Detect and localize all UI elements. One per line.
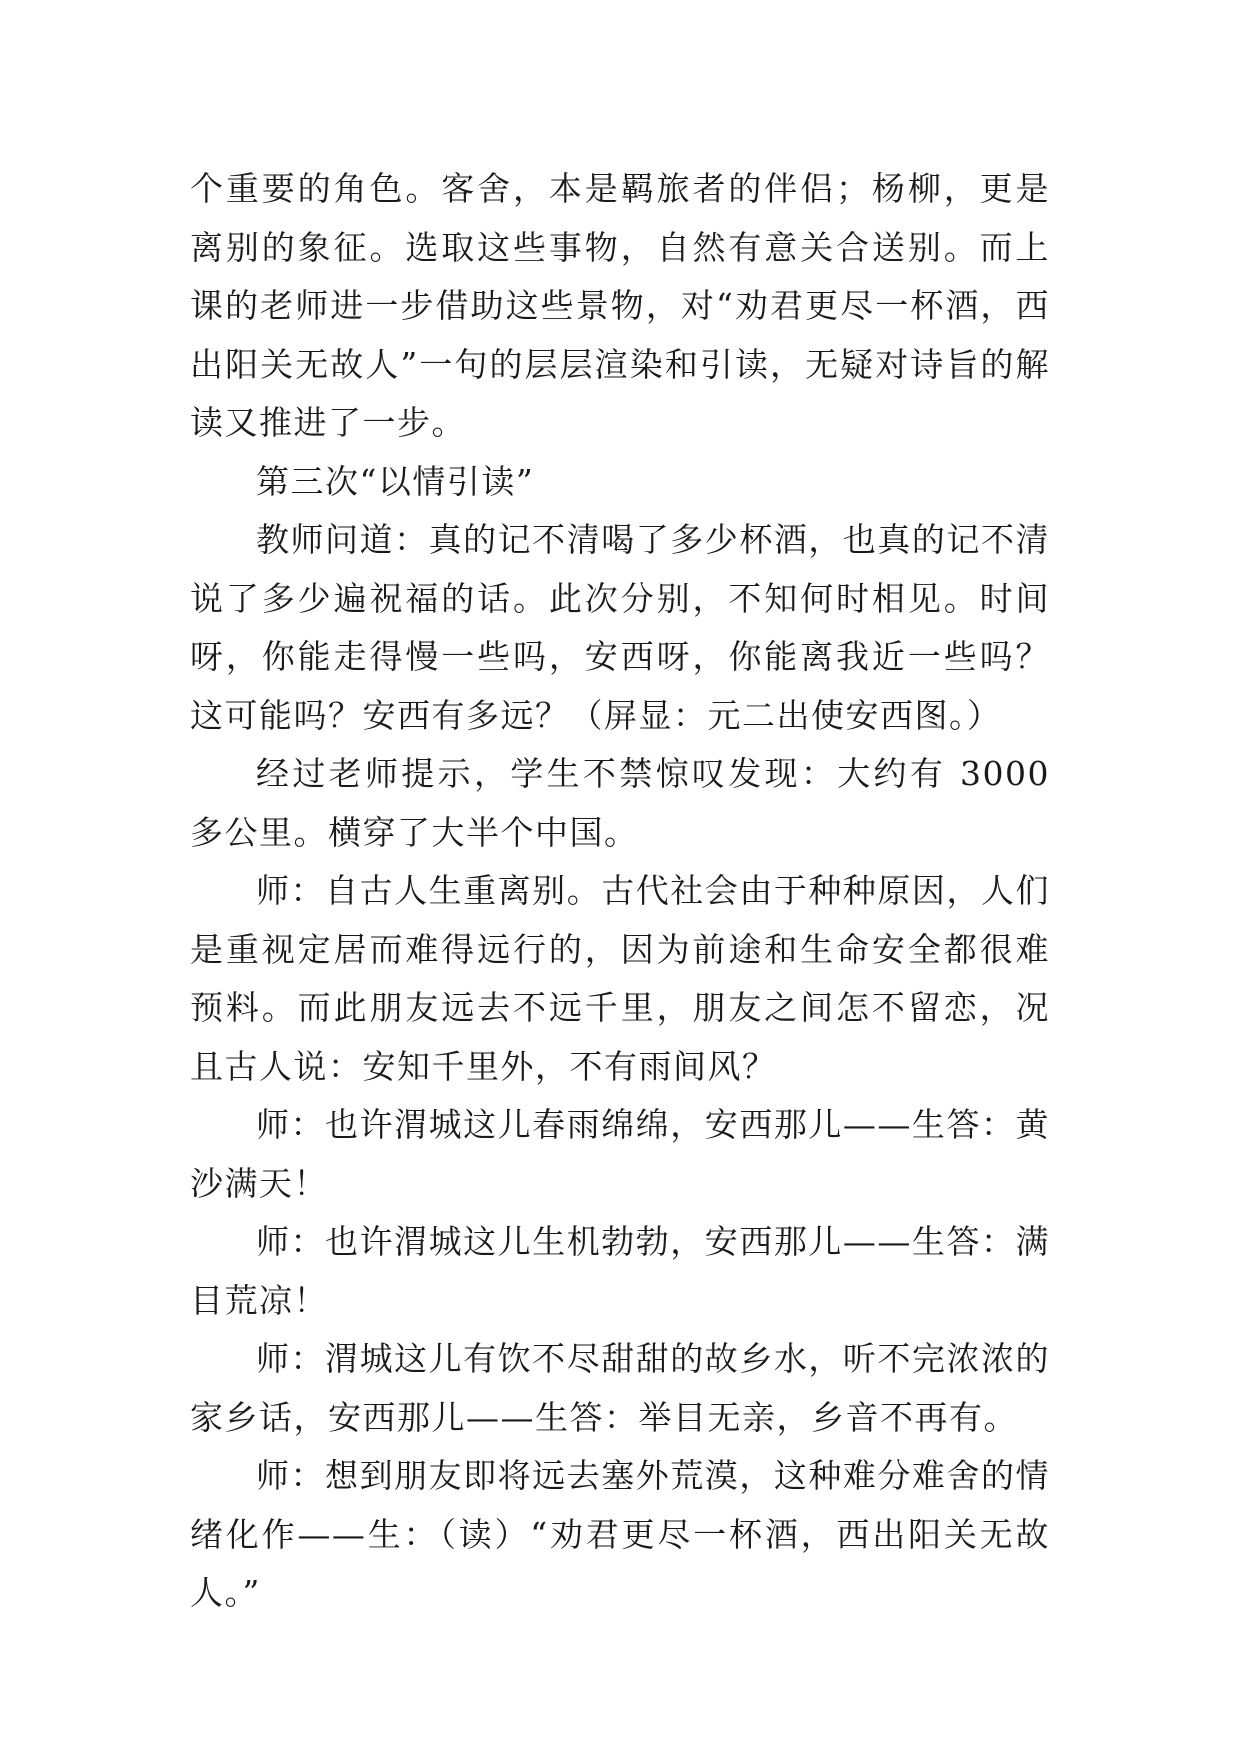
paragraph-teacher-question: 教师问道：真的记不清喝了多少杯酒，也真的记不清说了多少遍祝福的话。此次分别，不知何时相见。时间呀，你能走得慢一些吗，安西呀，你能离我近一些吗？这可能吗？安西有多远？（屏显：元二出使安西图。）	[190, 520, 1050, 735]
paragraph-dialogue-1: 师：也许渭城这儿春雨绵绵，安西那儿——生答：黄沙满天！	[190, 1105, 1050, 1203]
paragraph-teacher-remark: 师：自古人生重离别。古代社会由于种种原因，人们是重视定居而难得远行的，因为前途和生命安全都很难预料。而此朋友远去不远千里，朋友之间怎不留恋，况且古人说：安知千里外，不有雨间风？	[190, 871, 1050, 1086]
section-heading: 第三次“以情引读”	[256, 461, 535, 501]
paragraph-dialogue-4: 师：想到朋友即将远去塞外荒漠，这种难分难舍的情绪化作——生：（读）“劝君更尽一杯酒，西出阳关无故人。”	[190, 1456, 1050, 1612]
paragraph-dialogue-2: 师：也许渭城这儿生机勃勃，安西那儿——生答：满目荒凉！	[190, 1222, 1050, 1320]
document-body	[190, 160, 1050, 1623]
paragraph-student-discovery: 经过老师提示，学生不禁惊叹发现：大约有 3000 多公里。横穿了大半个中国。	[190, 754, 1050, 852]
paragraph-dialogue-3: 师：渭城这儿有饮不尽甜甜的故乡水，听不完浓浓的家乡话，安西那儿——生答：举目无亲，乡音不再有。	[190, 1339, 1050, 1437]
paragraph-continuation: 个重要的角色。客舍，本是羁旅者的伴侣；杨柳，更是离别的象征。选取这些事物，自然有意关合送别。而上课的老师进一步借助这些景物，对“劝君更尽一杯酒，西出阳关无故人”一句的层层渲染和引读，无疑对诗旨的解读又推进了一步。	[190, 169, 1050, 442]
